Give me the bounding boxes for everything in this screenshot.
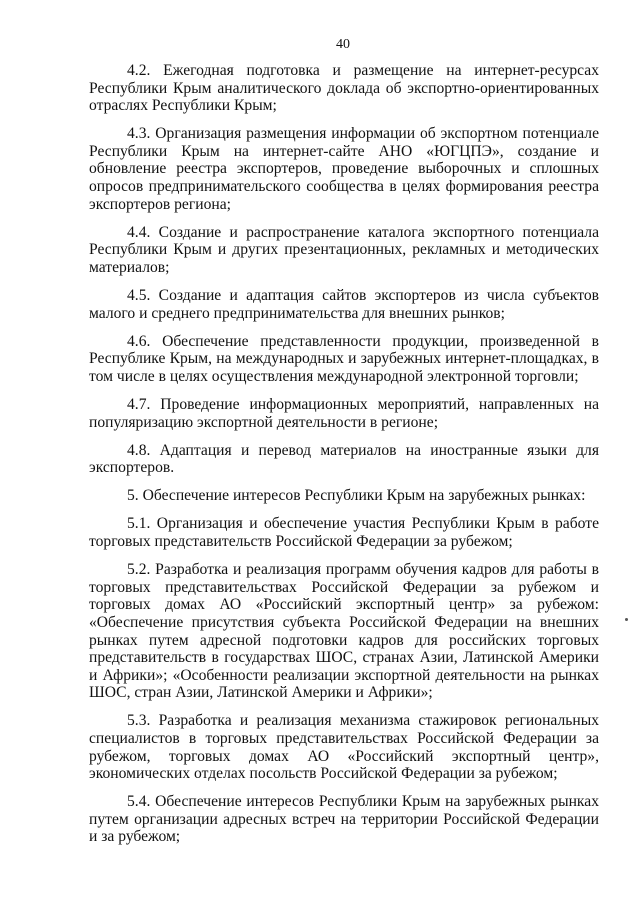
paragraph-5-1: 5.1. Организация и обеспечение участия Республики Крым в работе торговых представительств Российской Федерации за рубежом; [89, 515, 599, 551]
page-number: 40 [336, 37, 350, 52]
section-5-heading: 5. Обеспечение интересов Республики Крым на зарубежных рынках: [127, 487, 586, 505]
paragraph-4-2: 4.2. Ежегодная подготовка и размещение на интернет-ресурсах Республики Крым аналитического доклада об экспортно-ориентированных отраслях Республики Крым; [89, 62, 599, 115]
paragraph-4-4: 4.4. Создание и распространение каталога экспортного потенциала Республики Крым и других презентационных, рекламных и методических материалов; [89, 223, 599, 276]
document-body [89, 62, 599, 857]
paragraph-5-3: 5.3. Разработка и реализация механизма стажировок региональных специалистов в торговых представительствах Российской Федерации за рубежом, торговых домах АО «Российский экспортный центр», экономических отделах посольств Российской Федерации за рубежом; [89, 712, 599, 783]
paragraph-4-3: 4.3. Организация размещения информации об экспортном потенциале Республики Крым на интернет-сайте АНО «ЮГЦПЭ», создание и обновление реестра экспортеров, проведение выборочных и сплошных опросов предпринимательского сообщества в целях формирования реестра экспортеров региона; [89, 125, 599, 213]
paragraph-5-2: 5.2. Разработка и реализация программ обучения кадров для работы в торговых представительствах Российской Федерации за рубежом и торговых домах АО «Российский экспортный центр» за рубежом: «Обеспечение присутствия субъекта Российской Федерации на внешних рынках путем адресной подготовки кадров для российских торговых представительств в государствах ШОС, странах Азии, Латинской Америки и Африки»; «Особенности реализации экспортной деятельности на рынках ШОС, стран Азии, Латинской Америки и Африки»; [89, 561, 599, 702]
paragraph-4-6: 4.6. Обеспечение представленности продукции, произведенной в Республике Крым, на международных и зарубежных интернет-площадках, в том числе в целях осуществления международной электронной торговли; [89, 332, 599, 385]
paragraph-4-8: 4.8. Адаптация и перевод материалов на иностранные языки для экспортеров. [89, 441, 599, 477]
paragraph-5-4: 5.4. Обеспечение интересов Республики Крым на зарубежных рынках путем организации адресных встреч на территории Российской Федерации и за рубежом; [89, 793, 599, 846]
paragraph-4-7: 4.7. Проведение информационных мероприятий, направленных на популяризацию экспортной деятельности в регионе; [89, 396, 599, 431]
paragraph-4-5: 4.5. Создание и адаптация сайтов экспортеров из числа субъектов малого и среднего предпринимательства для внешних рынков; [89, 287, 599, 322]
scan-speck [625, 618, 628, 621]
